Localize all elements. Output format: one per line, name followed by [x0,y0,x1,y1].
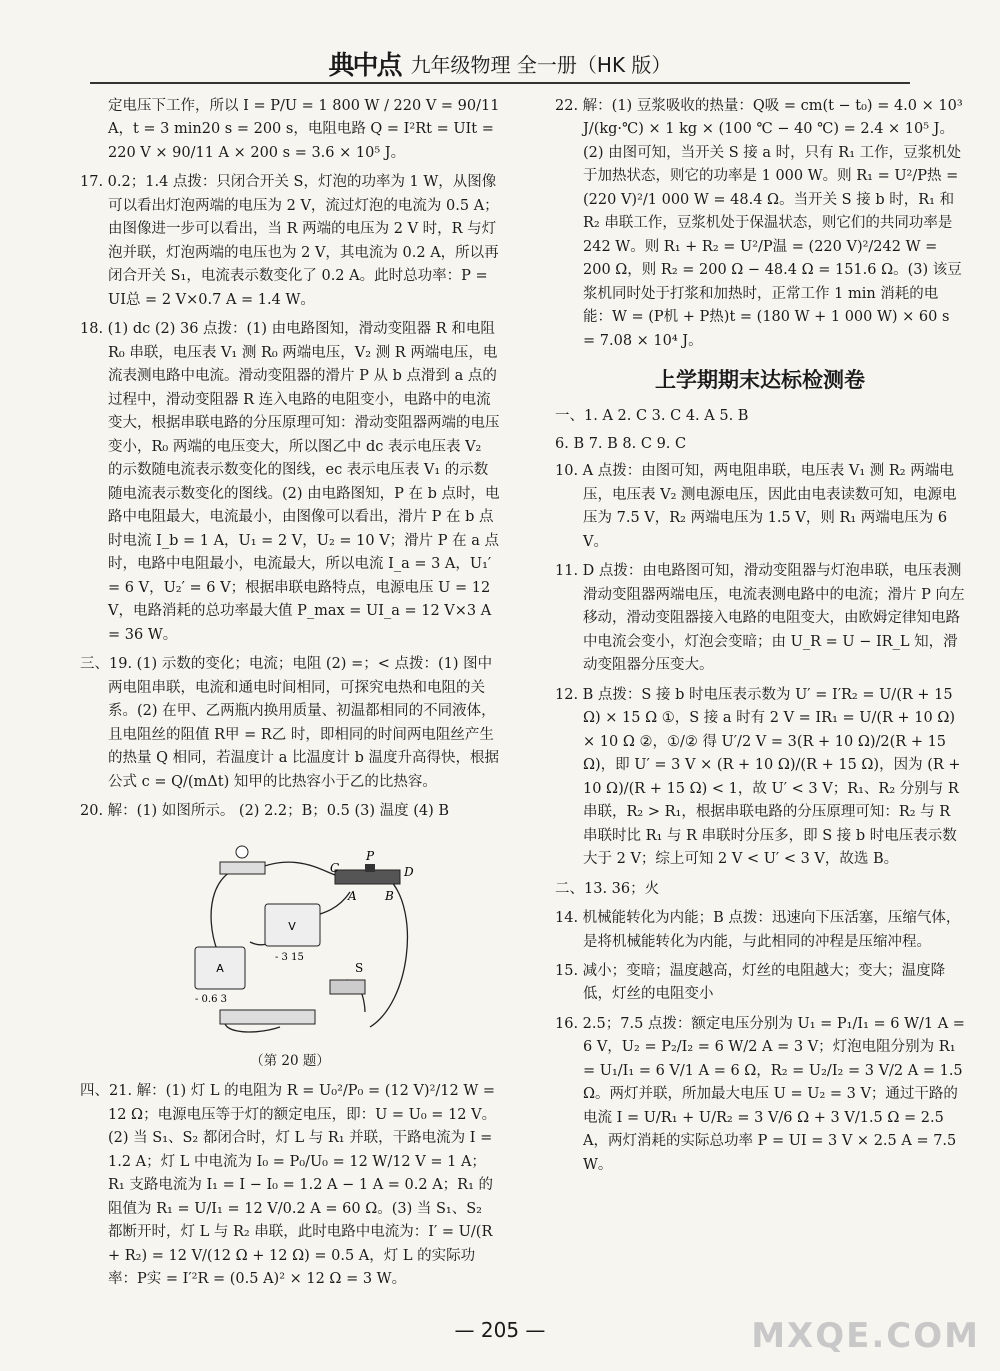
label-c: C [330,860,340,875]
brand-logo: 典中点 [328,51,401,81]
answer-19: 三、19. (1) 示数的变化；电流；电阻 (2) =；< 点拨：(1) 图中两电阻串联，电流和通电时间相同，可探究电热和电阻的关系。(2) 在甲、乙两瓶内换用质量、初温都相同的不同液体，且电阻丝的阻值 R甲 = R乙 时，即相同的时间两电阻丝产生的热量 Q 相同，若温度计 a 比温度计 b 温度升高得快，根据公式 c = Q/(mΔt) 知甲的比热容小于乙的比热容。 [80,656,499,790]
answer-20: 20. 解：(1) 如图所示。 (2) 2.2；B；0.5 (3) 温度 (4) B [80,803,450,820]
watermark: MXQE.COM [751,1316,980,1356]
answer-16-continued: 定电压下工作，所以 I = P/U = 1 800 W / 220 V = 90/11 A，t = 3 min20 s = 200 s，电阻电路 Q = I²Rt = UIt = 220 V × 90/11 A × 200 s = 3.6 × 10⁵ J。 [108,98,500,161]
answer-13: 二、13. 36；火 [555,880,660,897]
rheostat-bar [220,862,265,874]
page-header [90,40,910,84]
label-a: A [348,888,357,903]
answer-22: 22. 解：(1) 豆浆吸收的热量：Q吸 = cm(t − t₀) = 4.0 × 10³ J/(kg·℃) × 1 kg × (100 ℃ − 40 ℃) = 2.4 × 10⁵ J。(2) 由图可知，当开关 S 接 a 时，只有 R₁ 工作，豆浆机处于加热状态，则它的功率是 1 000 W。则 R₁ = U²/P热 = (220 V)²/1 000 W = 48.4 Ω。当开关 S 接 b 时，R₁ 和 R₂ 串联工作，豆浆机处于保温状态，则它们的共同功率是 242 W。则 R₁ + R₂ = U²/P温 = (220 V)²/242 W = 200 Ω，则 R₂ = 200 Ω − 48.4 Ω = 151.6 Ω。(3) 该豆浆机同时处于打浆和加热时，正常工作 1 min 消耗的电能：W = (P机 + P热)t = (180 W + 1 000 W) × 60 s = 7.08 × 10⁴ J。 [555,98,963,349]
answers-1-5: 一、1. A 2. C 3. C 4. A 5. B [555,408,749,425]
battery-pack [220,1010,315,1024]
answer-17: 17. 0.2；1.4 点拨：只闭合开关 S，灯泡的功率为 1 W，从图像可以看出灯泡两端的电压为 2 V，流过灯泡的电流为 0.5 A；由图像进一步可以看出，当 R 两端的电压为 2 V 时，R 与灯泡并联，灯泡两端的电压也为 2 V，其电流为 0.2 A，所以再闭合开关 S₁，电流表示数变化了 0.2 A。此时总功率：P = UI总 = 2 V×0.7 A = 1.4 W。 [80,174,499,308]
figure-caption: （第 20 题） [250,1052,330,1069]
label-s: S [355,960,364,975]
label-d: D [404,864,414,879]
slider-p [365,864,375,872]
right-column [555,95,965,1183]
switch-icon [330,980,365,994]
left-column [80,95,500,1298]
section-title: 上学期期末达标检测卷 [655,368,865,393]
ammeter-scale: - 0.6 3 [195,993,228,1005]
circuit-diagram [190,832,450,1047]
voltmeter-scale: - 3 15 [275,951,304,963]
answers-6-9: 6. B 7. B 8. C 9. C [555,435,687,452]
answer-21: 四、21. 解：(1) 灯 L 的电阻为 R = U₀²/P₀ = (12 V)²/12 W = 12 Ω；电源电压等于灯的额定电压，即：U = U₀ = 12 V。(2) 当 S₁、S₂ 都闭合时，灯 L 与 R₁ 并联，干路电流为 I = 1.2 A；灯 L 中电流为 I₀ = P₀/U₀ = 12 W/12 V = 1 A；R₁ 支路电流为 I₁ = I − I₀ = 1.2 A − 1 A = 0.2 A；R₁ 的阻值为 R₁ = U/I₁ = 12 V/0.2 A = 60 Ω。(3) 当 S₁、S₂ 都断开时，灯 L 与 R₂ 串联，此时电路中电流为：I′ = U/(R + R₂) = 12 V/(12 Ω + 12 Ω) = 0.5 A，灯 L 的实际功率：P实 = I′²R = (0.5 A)² × 12 Ω = 3 W。 [80,1083,497,1288]
answer-10: 10. A 点拨：由图可知，两电阻串联，电压表 V₁ 测 R₂ 两端电压，电压表 V₂ 测电源电压，因此由电表读数可知，电源电压为 7.5 V，R₂ 两端电压为 1.5 V，则 R₁ 两端电压为 6 V。 [555,463,957,550]
answer-11: 11. D 点拨：由电路图可知，滑动变阻器与灯泡串联，电压表测滑动变阻器两端电压，电流表测电路中的电流；滑片 P 向左移动，滑动变阻器接入电路的电阻变大，由欧姆定律知电路中电流会变小，灯泡会变暗；由 U_R = U − IR_L 知，滑动变阻器分压变大。 [555,563,965,674]
bulb-icon [236,846,248,858]
slide-rheostat [335,870,400,884]
answer-16: 16. 2.5；7.5 点拨：额定电压分别为 U₁ = P₁/I₁ = 6 W/1 A = 6 V，U₂ = P₂/I₂ = 6 W/2 A = 3 V；灯泡电阻分别为 R₁ = U₁/I₁ = 6 V/1 A = 6 Ω，R₂ = U₂/I₂ = 3 V/2 A = 1.5 Ω。两灯并联，所加最大电压 U = U₂ = 3 V；通过干路的电流 I = U/R₁ + U/R₂ = 3 V/6 Ω + 3 V/1.5 Ω = 2.5 A，两灯消耗的实际总功率 P = UI = 3 V × 2.5 A = 7.5 W。 [555,1015,965,1173]
svg-text:V: V [288,919,296,933]
answer-14: 14. 机械能转化为内能；B 点拨：迅速向下压活塞，压缩气体，是将机械能转化为内能，与此相同的冲程是压缩冲程。 [555,910,961,950]
label-b: B [385,888,394,903]
answer-15: 15. 减小；变暗；温度越高，灯丝的电阻越大；变大；温度降低，灯丝的电阻变小 [555,963,946,1003]
label-p: P [366,848,375,863]
answer-12: 12. B 点拨：S 接 b 时电压表示数为 U′ = I′R₂ = U/(R + 15 Ω) × 15 Ω ①，S 接 a 时有 2 V = IR₁ = U/(R + 10 Ω) × 10 Ω ②，①/② 得 U′/2 V = 3(R + 10 Ω)/2(R + 15 Ω)，即 U′ = 3 V × (R + 10 Ω)/(R + 15 Ω)，因为 (R + 10 Ω)/(R + 15 Ω) < 1，故 U′ < 3 V；R₁、R₂ 分别与 R 串联，R₂ > R₁，根据串联电路的分压原理可知：R₂ 与 R 串联时比 R₁ 与 R 串联时分压多，即 S 接 b 时电压表示数大于 2 V；综上可知 2 V < U′ < 3 V，故选 B。 [555,686,961,868]
svg-text:A: A [216,961,224,975]
circuit-figure [190,832,450,1047]
header-title: 九年级物理 全一册（HK 版） [410,53,672,77]
answer-18: 18. (1) dc (2) 36 点拨：(1) 由电路图知，滑动变阻器 R 和电阻 R₀ 串联，电压表 V₁ 测 R₀ 两端电压，V₂ 测 R 两端电压，电流表测电路中电流。滑动变阻器的滑片 P 从 b 点滑到 a 点的过程中，滑动变阻器 R 连入电路的电阻变小，电路中的电流变大，根据串联电路的分压原理可知：滑动变阻器两端的电压变小，R₀ 两端的电压变大，所以图乙中 dc 表示电压表 V₂ 的示数随电流表示数变化的图线，ec 表示电压表 V₁ 的示数随电流表示数变化的图线。(2) 由电路图知，P 在 b 点时，电路中电阻最大，电流最小，由图像可以看出，滑片 P 在 b 点时电流 I_b = 1 A，U₁ = 2 V，U₂ = 10 V；滑片 P 在 a 点时，电路中电阻最小，电流最大，所以电流 I_a = 3 A，U₁′ = 6 V，U₂′ = 6 V；根据串联电路特点，电源电压 U = 12 V，电路消耗的总功率最大值 P_max = UI_a = 12 V×3 A = 36 W。 [80,321,500,643]
page-number: — 205 — [454,1318,546,1342]
